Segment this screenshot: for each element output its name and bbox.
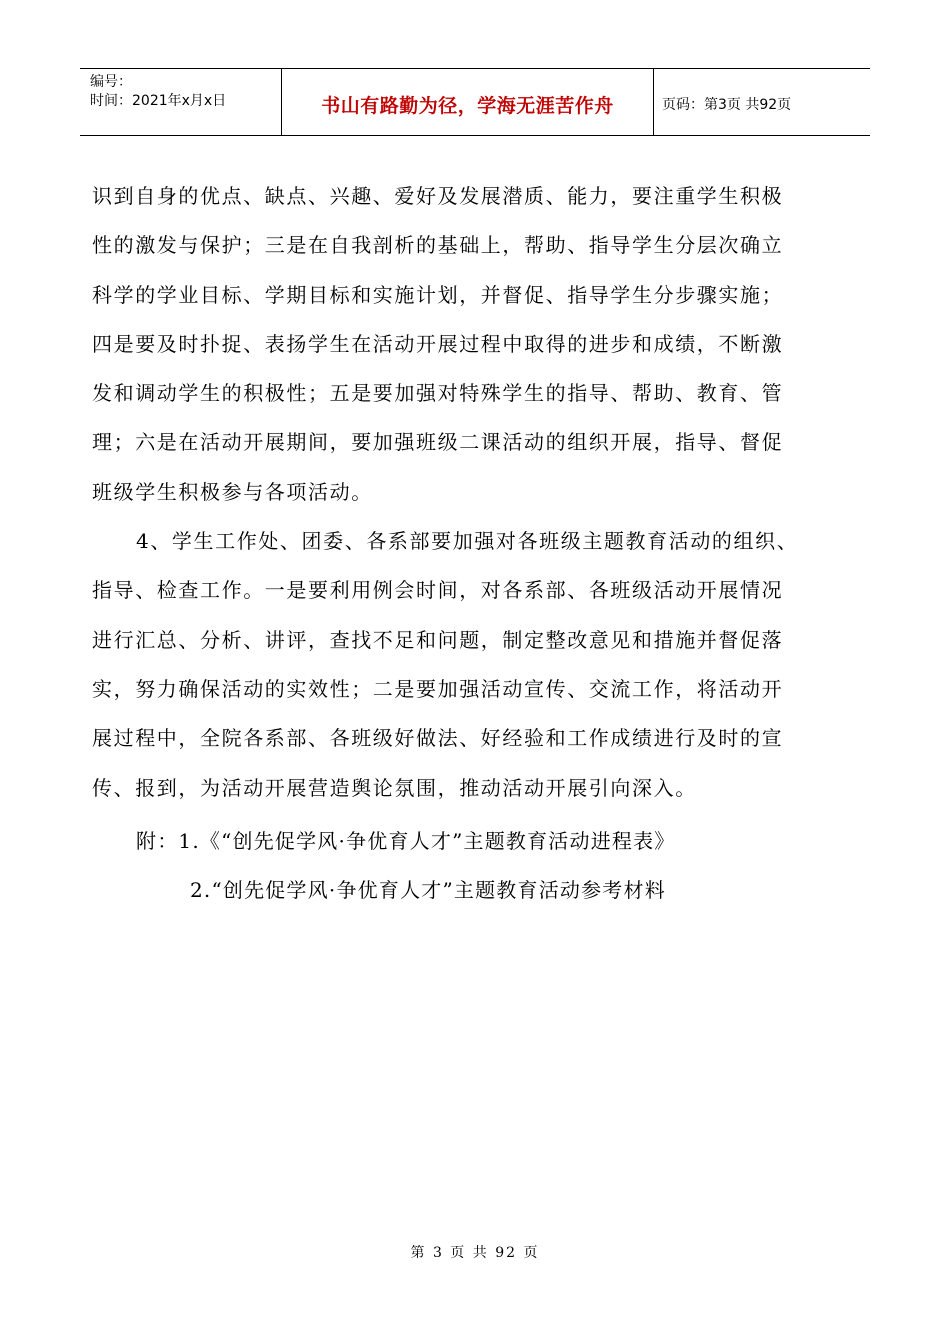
- text-line: 实，努力确保活动的实效性；二是要加强活动宣传、交流工作，将活动开: [92, 676, 784, 701]
- text-line: 班级学生积极参与各项活动。: [92, 479, 373, 504]
- text-line: 科学的学业目标、学期目标和实施计划，并督促、指导学生分步骤实施；: [92, 282, 784, 307]
- motto-text: 书山有路勤为径，学海无涯苦作舟: [321, 94, 614, 117]
- page-code: 页码：第3页 共92页: [662, 97, 792, 113]
- number-label: 编号：: [90, 74, 132, 90]
- header-motto-cell: [282, 69, 654, 135]
- text-line: 性的激发与保护；三是在自我剖析的基础上，帮助、指导学生分层次确立: [92, 233, 784, 258]
- text-line: 发和调动学生的积极性；五是要加强对特殊学生的指导、帮助、教育、管: [92, 381, 784, 406]
- text-line: 指导、检查工作。一是要利用例会时间，对各系部、各班级活动开展情况: [92, 578, 784, 603]
- text-line: 4、学生工作处、团委、各系部要加强对各班级主题教育活动的组织、: [136, 529, 799, 554]
- header-meta-cell: [80, 69, 282, 135]
- text-line: 理；六是在活动开展期间，要加强班级二课活动的组织开展，指导、督促: [92, 430, 784, 455]
- page-footer: 第 3 页 共 92 页: [410, 1245, 540, 1261]
- text-line: 识到自身的优点、缺点、兴趣、爱好及发展潜质、能力，要注重学生积极: [92, 184, 784, 208]
- text-line: 四是要及时扑捉、表扬学生在活动开展过程中取得的进步和成绩，不断激: [92, 331, 784, 356]
- text-line: 展过程中，全院各系部、各班级好做法、好经验和工作成绩进行及时的宣: [92, 726, 784, 751]
- attachment-1: 附：1.《“创先促学风·争优育人才”主题教育活动进程表》: [136, 829, 676, 853]
- page-header: [80, 68, 870, 136]
- text-line: 传、报到，为活动开展营造舆论氛围，推动活动开展引向深入。: [92, 775, 697, 800]
- header-page-cell: [654, 69, 870, 135]
- paragraph-continued: [92, 172, 862, 517]
- time-label: 时间：2021年x月x日: [90, 93, 227, 109]
- document-body: [92, 172, 862, 813]
- paragraph-item-4: [92, 517, 862, 813]
- text-line: 进行汇总、分析、讲评，查找不足和问题，制定整改意见和措施并督促落: [92, 627, 784, 652]
- attachment-2: 2.“创先促学风·争优育人才”主题教育活动参考材料: [190, 878, 666, 902]
